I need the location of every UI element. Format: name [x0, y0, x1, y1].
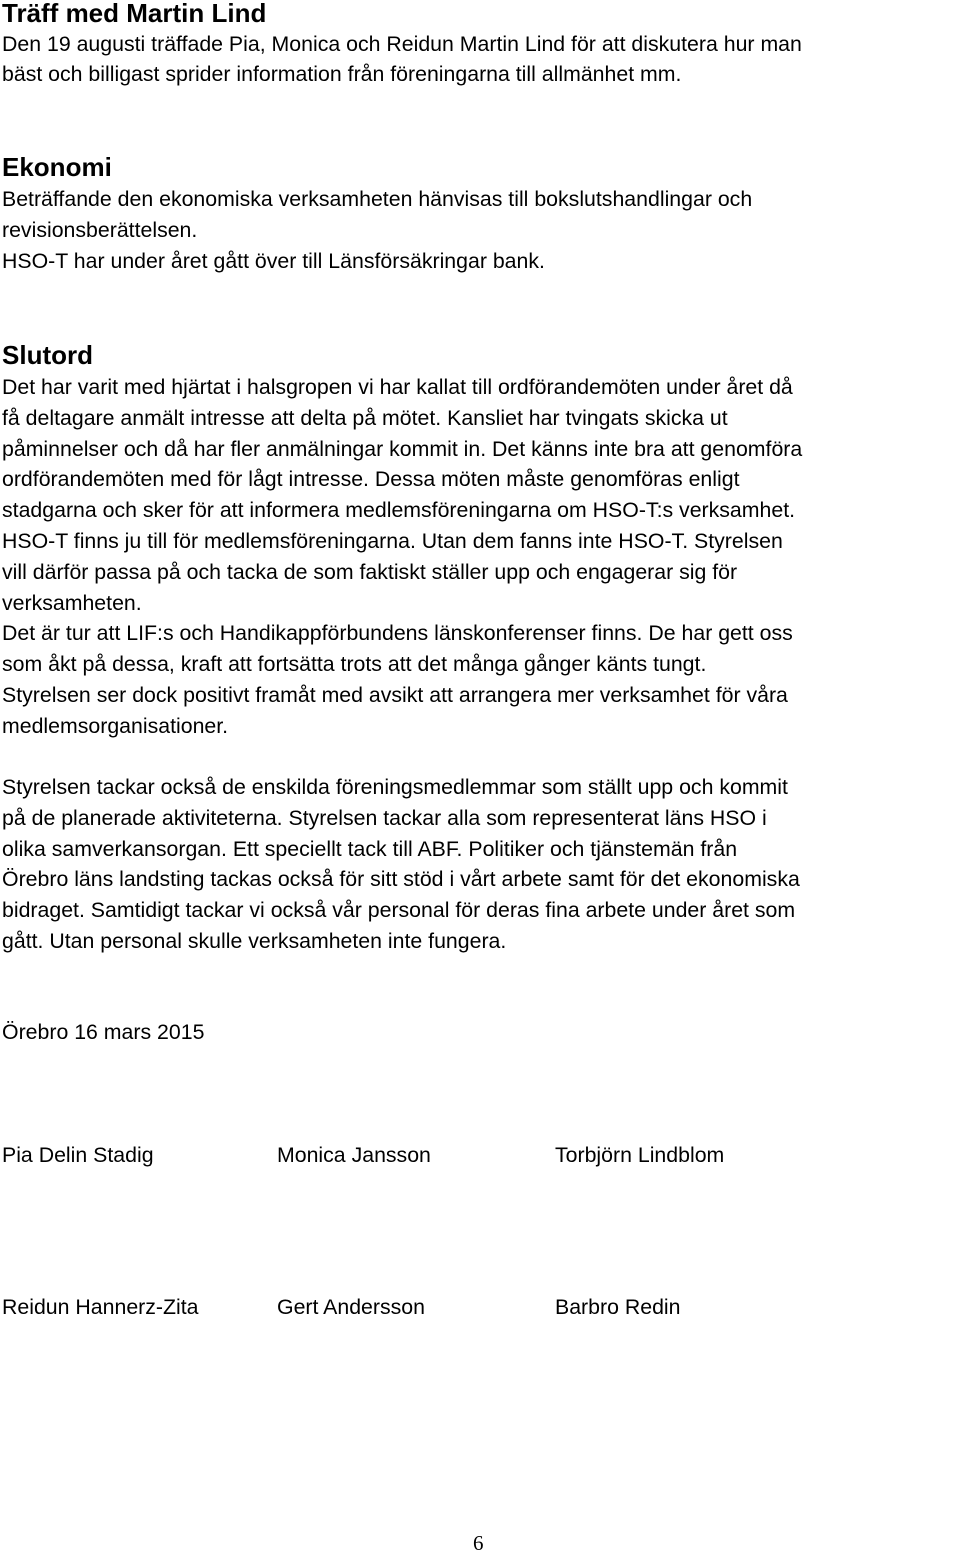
paragraph-line: Beträffande den ekonomiska verksamheten hänvisas till bokslutshandlingar och: [2, 187, 753, 211]
section-heading-meeting: Träff med Martin Lind: [2, 0, 267, 28]
paragraph-line: Styrelsen tackar också de enskilda föreningsmedlemmar som ställt upp och kommit: [2, 775, 788, 799]
paragraph-line: få deltagare anmält intresse att delta på mötet. Kansliet har tvingats skicka ut: [2, 405, 728, 430]
paragraph-line: ordförandemöten med för lågt intresse. Dessa möten måste genomföras enligt: [2, 467, 740, 492]
signatory-name: Monica Jansson: [277, 1143, 431, 1167]
paragraph-line: vill därför passa på och tacka de som faktiskt ställer upp och engagerar sig för: [2, 559, 738, 584]
paragraph-line: bidraget. Samtidigt tackar vi också vår personal för deras fina arbete under året som: [2, 898, 796, 923]
paragraph-line: medlemsorganisationer.: [2, 713, 229, 738]
paragraph-line: bäst och billigast sprider information från föreningarna till allmänhet mm.: [2, 61, 682, 86]
paragraph-line: Styrelsen ser dock positivt framåt med avsikt att arrangera mer verksamhet för våra: [2, 682, 788, 707]
paragraph-line: stadgarna och sker för att informera medlemsföreningarna om HSO-T:s verksamhet.: [2, 498, 796, 523]
paragraph-line: HSO-T finns ju till för medlemsföreningarna. Utan dem fanns inte HSO-T. Styrelsen: [2, 528, 783, 553]
paragraph-line: gått. Utan personal skulle verksamheten inte fungera.: [2, 928, 507, 953]
section-heading-closing: Slutord: [2, 340, 93, 370]
paragraph-line: påminnelser och då har fler anmälningar kommit in. Det känns inte bra att genomföra: [2, 436, 803, 461]
signatory-name: Torbjörn Lindblom: [555, 1143, 725, 1167]
paragraph-line: Örebro läns landsting tackas också för sitt stöd i vårt arbete samt för det ekonomiska: [2, 867, 800, 892]
signatory-name: Barbro Redin: [555, 1295, 681, 1319]
paragraph-line: HSO-T har under året gått över till Länsförsäkringar bank.: [2, 248, 545, 273]
meeting-paragraph: [2, 30, 802, 89]
paragraph-line: Det är tur att LIF:s och Handikappförbundens länskonferenser finns. De har gett oss: [2, 621, 793, 646]
signatory-name: Pia Delin Stadig: [2, 1143, 154, 1167]
paragraph-line: Det har varit med hjärtat i halsgropen vi har kallat till ordförandemöten under året då: [2, 375, 793, 399]
paragraph-line: verksamheten.: [2, 590, 142, 615]
section-heading-economy: Ekonomi: [2, 152, 112, 182]
economy-paragraph: [2, 184, 752, 276]
page-number: 6: [473, 1531, 484, 1555]
thanks-paragraph: [2, 772, 800, 957]
closing-paragraph: [2, 372, 802, 742]
paragraph-line: Den 19 augusti träffade Pia, Monica och Reidun Martin Lind för att diskutera hur man: [2, 32, 802, 56]
paragraph-line: som åkt på dessa, kraft att fortsätta trots att det många gånger känts tungt.: [2, 652, 707, 677]
paragraph-line: revisionsberättelsen.: [2, 217, 198, 242]
paragraph-line: olika samverkansorgan. Ett speciellt tack till ABF. Politiker och tjänstemän från: [2, 836, 738, 861]
signatory-name: Reidun Hannerz-Zita: [2, 1295, 199, 1319]
signatory-name: Gert Andersson: [277, 1295, 425, 1319]
place-date: Örebro 16 mars 2015: [2, 1020, 205, 1044]
paragraph-line: på de planerade aktiviteterna. Styrelsen tackar alla som representerat läns HSO i: [2, 805, 767, 830]
